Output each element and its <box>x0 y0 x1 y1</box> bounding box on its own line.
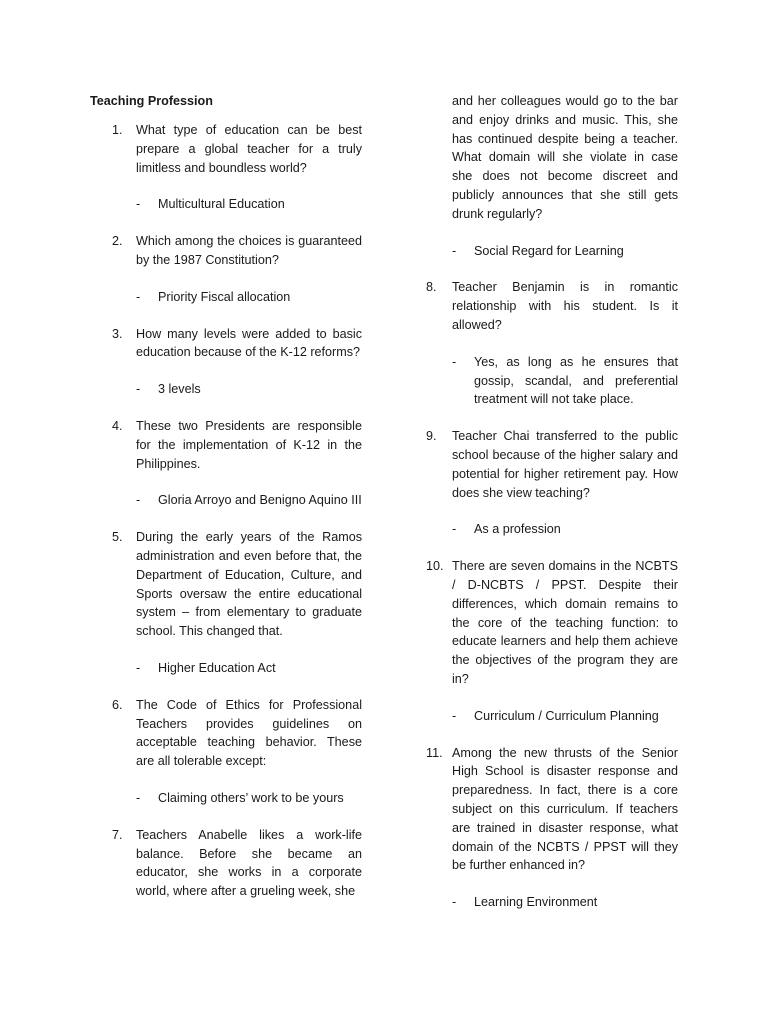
answer <box>452 893 678 912</box>
answer-text: Claiming others’ work to be yours <box>158 790 344 805</box>
question-text-continued: and her colleagues would go to the bar and enjoy drinks and music. This, she has continued despite being a teacher. What domain will she violate in case she does not become discreet and publicly announces that she still gets drunk regularly? <box>452 94 678 221</box>
answer-dash: - <box>452 522 457 537</box>
question-number: 6. <box>112 697 123 712</box>
question-number: 3. <box>112 326 123 341</box>
question-continuation <box>426 92 678 260</box>
question-number: 5. <box>112 530 123 545</box>
answer-dash: - <box>136 382 141 397</box>
right-column <box>426 92 678 930</box>
answer <box>136 288 362 307</box>
answer-dash: - <box>136 197 141 212</box>
question-number: 4. <box>112 418 123 433</box>
question-text: Teacher Benjamin is in romantic relationship with his student. Is it allowed? <box>452 280 678 332</box>
question-text: The Code of Ethics for Professional Teachers provides guidelines on acceptable teaching behavior. These are all tolerable except: <box>136 697 362 769</box>
answer <box>136 789 362 808</box>
question-item <box>426 278 678 409</box>
answer <box>136 491 362 510</box>
answer-dash: - <box>136 289 141 304</box>
answer-text: 3 levels <box>158 382 201 397</box>
question-item <box>90 528 362 678</box>
answer <box>136 380 362 399</box>
answer <box>136 195 362 214</box>
answer-dash: - <box>452 708 457 723</box>
question-number: 11. <box>426 745 443 760</box>
answer-text: Yes, as long as he ensures that gossip, scandal, and preferential treatment will not take place. <box>474 354 678 407</box>
answer-text: Gloria Arroyo and Benigno Aquino III <box>158 493 362 508</box>
question-item <box>90 826 362 901</box>
question-text: Teacher Chai transferred to the public school because of the higher salary and potential for higher retirement pay. How does she view teaching? <box>452 429 678 500</box>
question-item <box>90 696 362 808</box>
answer <box>452 707 678 726</box>
answer-text: Higher Education Act <box>158 660 276 675</box>
answer-text: Social Regard for Learning <box>474 243 624 258</box>
question-text: These two Presidents are responsible for the implementation of K-12 in the Philippines. <box>136 418 362 471</box>
answer-text: Priority Fiscal allocation <box>158 289 291 304</box>
question-number: 8. <box>426 280 437 295</box>
question-item <box>426 427 678 539</box>
answer-text: Multicultural Education <box>158 197 285 212</box>
question-item <box>90 121 362 214</box>
answer-dash: - <box>136 660 141 675</box>
answer <box>452 353 678 409</box>
question-text: During the early years of the Ramos administration and even before that, the Department of Education, Culture, and Sports oversaw the entire educational system – from elementary to graduate school. This changed that. <box>136 530 362 639</box>
question-text: Among the new thrusts of the Senior High School is disaster response and preparedness. In fact, there is a core subject on this curriculum. If teachers are trained in disaster response, what domain of the NCBTS / PPST will they be further enhanced in? <box>452 745 678 873</box>
question-number: 2. <box>112 234 123 249</box>
question-number: 1. <box>112 123 123 137</box>
question-item <box>90 232 362 306</box>
question-item <box>90 417 362 510</box>
question-number: 10. <box>426 559 444 574</box>
question-text: There are seven domains in the NCBTS / D-NCBTS / PPST. Despite their differences, which domain remains to the core of the teaching function: to educate learners and help them achieve the objectives of the program they are in? <box>452 559 678 686</box>
question-text: Teachers Anabelle likes a work-life balance. Before she became an educator, she works in a corporate world, where after a grueling week, she <box>136 827 362 899</box>
answer <box>136 659 362 678</box>
answer-dash: - <box>452 895 457 910</box>
answer-dash: - <box>452 243 457 258</box>
question-item <box>90 325 362 399</box>
question-item <box>426 557 678 725</box>
answer-text: Curriculum / Curriculum Planning <box>474 708 659 723</box>
question-number: 9. <box>426 429 437 444</box>
answer-dash: - <box>452 354 457 369</box>
question-text: Which among the choices is guaranteed by the 1987 Constitution? <box>136 234 362 267</box>
question-number: 7. <box>112 827 123 842</box>
question-text: How many levels were added to basic education because of the K-12 reforms? <box>136 326 362 360</box>
answer <box>452 242 678 261</box>
left-column <box>90 92 362 919</box>
answer-dash: - <box>136 493 141 508</box>
answer-text: As a profession <box>474 522 561 537</box>
answer-dash: - <box>136 790 141 805</box>
document-title: Teaching Profession <box>90 94 213 108</box>
question-item <box>426 744 678 912</box>
answer <box>452 520 678 539</box>
question-text: What type of education can be best prepare a global teacher for a truly limitless and boundless world? <box>136 123 362 175</box>
answer-text: Learning Environment <box>474 895 598 910</box>
